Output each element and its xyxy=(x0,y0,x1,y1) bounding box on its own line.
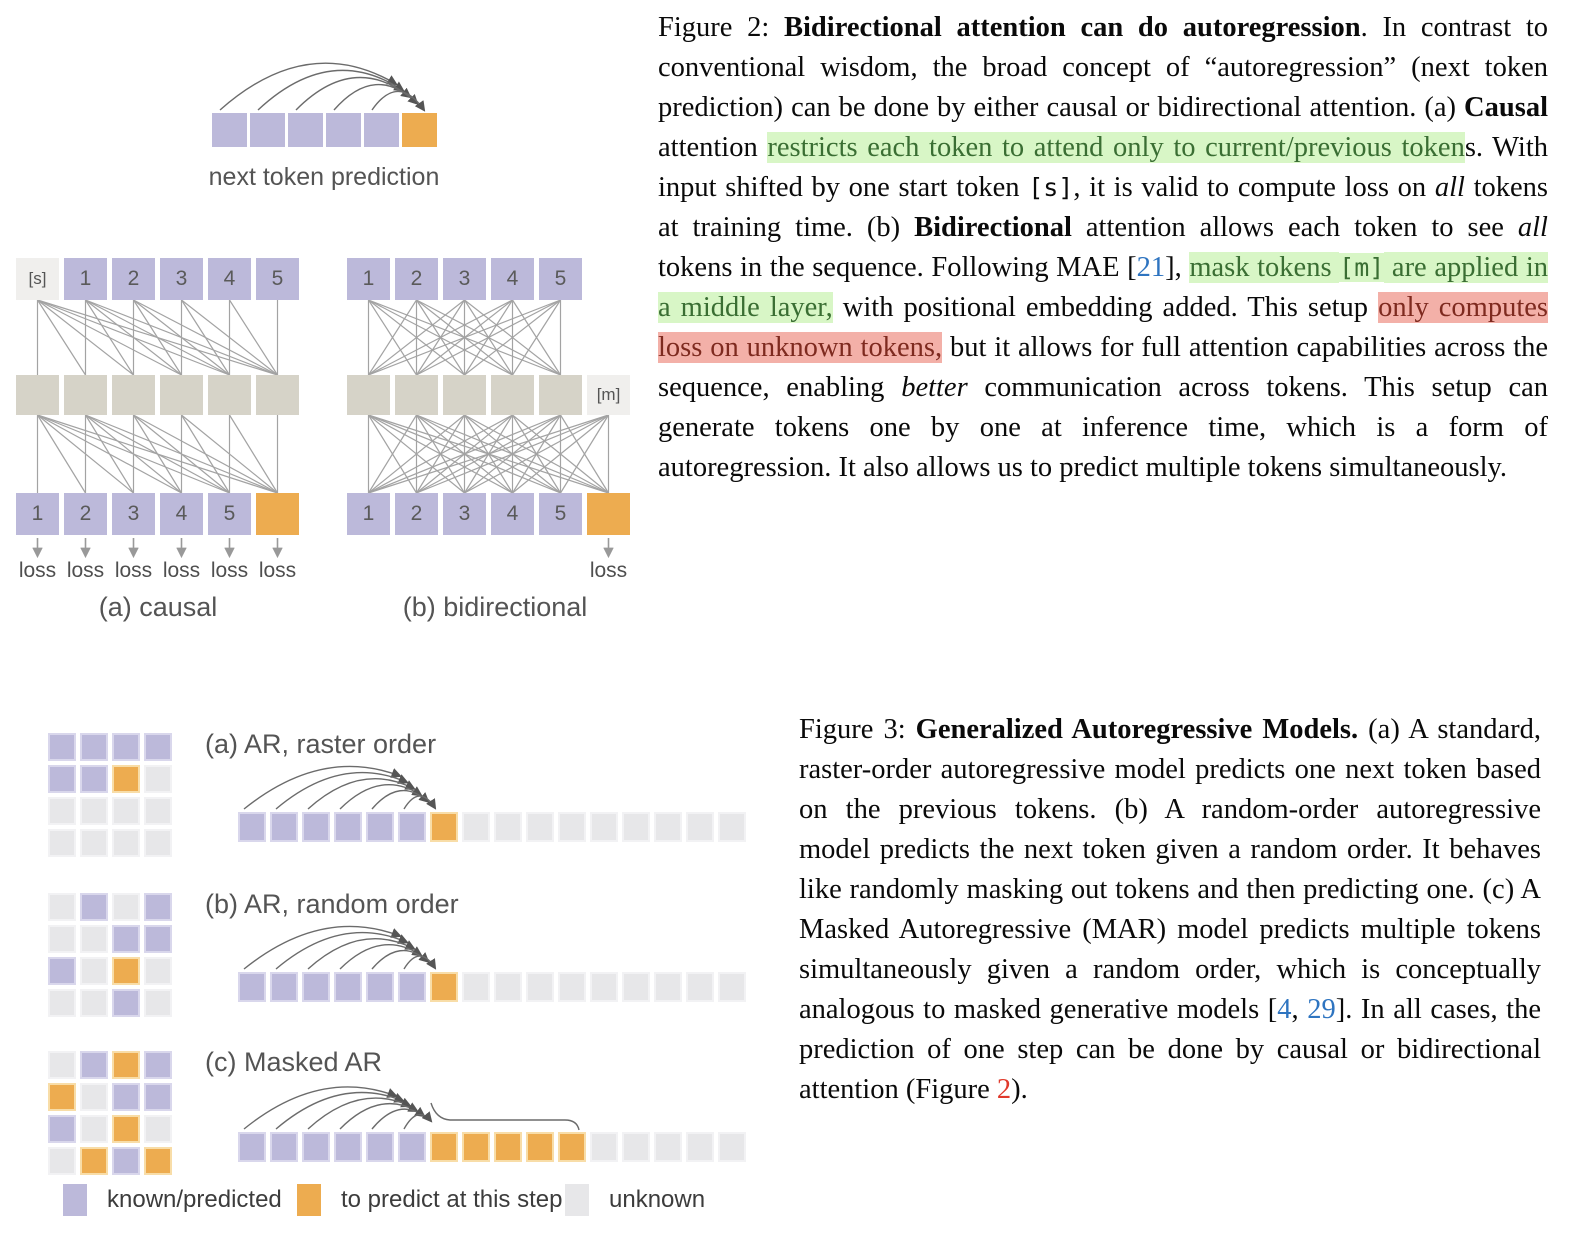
known-token xyxy=(398,812,426,842)
grid-cell-known xyxy=(112,989,140,1017)
grid-cell-unknown xyxy=(144,1115,172,1143)
output-token: 1 xyxy=(347,493,390,535)
grid-cell-known xyxy=(80,1051,108,1079)
known-token xyxy=(398,972,426,1002)
grid-cell-unknown xyxy=(80,1083,108,1111)
citation-link[interactable]: 29 xyxy=(1307,994,1336,1025)
legend-label-unknown: unknown xyxy=(609,1186,706,1213)
hidden-token xyxy=(256,375,299,415)
caption-segment: Figure 3: xyxy=(799,714,916,745)
loss-label: loss xyxy=(210,559,249,582)
hidden-token xyxy=(208,375,251,415)
known-token xyxy=(270,972,298,1002)
unknown-token xyxy=(654,1132,682,1162)
unknown-token xyxy=(590,972,618,1002)
grid-cell-known xyxy=(48,957,76,985)
grid-cell-known xyxy=(112,733,140,761)
grid-cell-unknown xyxy=(48,989,76,1017)
grid-cell-known xyxy=(144,925,172,953)
grid-cell-known xyxy=(144,1051,172,1079)
bidirectional-panel-label: (b) bidirectional xyxy=(402,592,588,622)
legend-item-known xyxy=(63,1184,282,1216)
known-token xyxy=(238,812,266,842)
grid-cell-unknown xyxy=(48,1051,76,1079)
caption-segment: Bidirectional xyxy=(914,212,1072,243)
input-token: 4 xyxy=(491,258,534,300)
loss-label: loss xyxy=(18,559,57,582)
unknown-token xyxy=(590,1132,618,1162)
grid-cell-predict xyxy=(112,1051,140,1079)
caption-segment: Generalized Autoregressive Models. xyxy=(915,714,1359,745)
legend-item-unknown xyxy=(565,1184,705,1216)
grid-cell-unknown xyxy=(144,765,172,793)
caption-segment: s. With input shifted by one start token xyxy=(658,132,1548,203)
input-token: 2 xyxy=(395,258,438,300)
output-token: 2 xyxy=(64,493,107,535)
unknown-token xyxy=(686,812,714,842)
predict-swatch xyxy=(297,1184,321,1216)
grid-cell-unknown xyxy=(48,893,76,921)
output-token: 4 xyxy=(160,493,203,535)
grid-cell-unknown xyxy=(112,829,140,857)
unknown-token xyxy=(718,812,746,842)
known-token xyxy=(250,113,285,147)
grid-cell-known xyxy=(112,1083,140,1111)
grid-cell-known xyxy=(144,733,172,761)
grid-cell-unknown xyxy=(80,957,108,985)
hidden-token xyxy=(491,375,534,415)
loss-label: loss xyxy=(258,559,297,582)
grid-cell-unknown xyxy=(112,797,140,825)
hidden-token xyxy=(64,375,107,415)
grid-cell-known xyxy=(48,733,76,761)
grid-cell-predict xyxy=(112,765,140,793)
caption-segment: tokens at training time. (b) xyxy=(658,172,1548,243)
hidden-token xyxy=(347,375,390,415)
input-token: 3 xyxy=(443,258,486,300)
caption-segment: mask tokens xyxy=(1189,252,1340,283)
known-token xyxy=(212,113,247,147)
unknown-token xyxy=(654,812,682,842)
input-token: 1 xyxy=(347,258,390,300)
known-token xyxy=(364,113,399,147)
known-token xyxy=(270,812,298,842)
caption-segment: better xyxy=(901,372,968,403)
predict-token xyxy=(256,493,299,535)
unknown-token xyxy=(686,1132,714,1162)
unknown-token xyxy=(558,972,586,1002)
unknown-token xyxy=(558,812,586,842)
unknown-token xyxy=(686,972,714,1002)
caption-segment: all xyxy=(1517,212,1548,243)
grid-cell-known xyxy=(80,893,108,921)
output-token: 4 xyxy=(491,493,534,535)
unknown-token xyxy=(526,972,554,1002)
hidden-token xyxy=(539,375,582,415)
grid-cell-unknown xyxy=(80,925,108,953)
caption-segment: only computes loss on unknown tokens, xyxy=(658,292,1548,363)
output-token: 5 xyxy=(539,493,582,535)
grid-cell-unknown xyxy=(112,893,140,921)
unknown-token xyxy=(718,972,746,1002)
caption-segment: [m] xyxy=(1339,253,1385,282)
caption-segment: communication across tokens. This setup can generate tokens one by one at inference time, which is a form of autoregression. It also allows us to predict multiple tokens simultaneously. xyxy=(658,372,1548,483)
unknown-token xyxy=(462,812,490,842)
predict-token xyxy=(587,493,630,535)
grid-cell-known xyxy=(112,925,140,953)
input-token: 1 xyxy=(64,258,107,300)
grid-cell-unknown xyxy=(144,829,172,857)
known-token xyxy=(302,972,330,1002)
grid-cell-unknown xyxy=(144,989,172,1017)
figure2-caption xyxy=(658,8,1548,488)
caption-segment: Causal xyxy=(1464,92,1548,123)
grid-cell-known xyxy=(80,765,108,793)
known-token xyxy=(238,972,266,1002)
figure-reference-link[interactable]: 2 xyxy=(996,1074,1012,1105)
known-token xyxy=(334,812,362,842)
known-token xyxy=(334,1132,362,1162)
unknown-token xyxy=(462,972,490,1002)
unknown-token xyxy=(654,972,682,1002)
predict-token xyxy=(430,1132,458,1162)
known-token xyxy=(334,972,362,1002)
unknown-token xyxy=(526,812,554,842)
caption-segment: with positional embedding added. This setup xyxy=(832,292,1379,323)
caption-segment: restricts each token to attend only to current/previous token xyxy=(767,132,1465,163)
caption-segment: attention xyxy=(658,132,768,163)
unknown-token xyxy=(494,972,522,1002)
legend-item-predict xyxy=(297,1184,562,1216)
grid-cell-unknown xyxy=(80,989,108,1017)
grid-cell-predict xyxy=(80,1147,108,1175)
citation-link[interactable]: 4 xyxy=(1277,994,1292,1025)
unknown-token xyxy=(622,972,650,1002)
grid-cell-unknown xyxy=(48,829,76,857)
predict-token xyxy=(402,113,437,147)
known-token xyxy=(288,113,323,147)
caption-segment: , xyxy=(1291,994,1308,1025)
caption-segment: . In contrast to conventional wisdom, the broad concept of “autoregression” (next token prediction) can be done by either causal or bidirectional attention. (a) xyxy=(658,12,1548,123)
caption-segment: are applied in a middle layer, xyxy=(658,252,1548,323)
predict-token xyxy=(430,972,458,1002)
grid-cell-known xyxy=(144,893,172,921)
predict-token xyxy=(430,812,458,842)
known-token xyxy=(238,1132,266,1162)
grid-cell-unknown xyxy=(144,957,172,985)
mask-token: [m] xyxy=(587,375,630,415)
hidden-token xyxy=(112,375,155,415)
known-token xyxy=(366,1132,394,1162)
caption-segment: (a) A standard, raster-order autoregressive model predicts one next token based on the previous tokens. (b) A random-order autoregressive model predicts the next token given a random order. It behaves like randomly masking out tokens and then predicting one. (c) A Masked Autoregressive (MAR) model predicts multiple tokens simultaneously given a random order, which is conceptually analogous to masked generative models [ xyxy=(799,714,1541,1025)
loss-label: loss xyxy=(66,559,105,582)
predict-token xyxy=(558,1132,586,1162)
legend-label-known: known/predicted xyxy=(107,1186,282,1213)
unknown-token xyxy=(622,812,650,842)
grid-cell-known xyxy=(112,1147,140,1175)
unknown-token xyxy=(718,1132,746,1162)
ar-random-order-label: (b) AR, random order xyxy=(205,889,459,919)
next-token-prediction-label: next token prediction xyxy=(208,163,440,191)
unknown-token xyxy=(622,1132,650,1162)
known-swatch xyxy=(63,1184,87,1216)
input-token: 5 xyxy=(256,258,299,300)
predict-token xyxy=(462,1132,490,1162)
legend-label-predict: to predict at this step xyxy=(341,1186,563,1213)
known-token xyxy=(302,1132,330,1162)
unknown-swatch xyxy=(565,1184,589,1216)
known-token xyxy=(398,1132,426,1162)
masked-ar-label: (c) Masked AR xyxy=(205,1047,383,1077)
predict-token xyxy=(526,1132,554,1162)
loss-label: loss xyxy=(589,559,628,582)
loss-label: loss xyxy=(114,559,153,582)
start-token: [s] xyxy=(16,258,59,300)
grid-cell-predict xyxy=(48,1083,76,1111)
unknown-token xyxy=(494,812,522,842)
grid-cell-known xyxy=(48,1115,76,1143)
known-token xyxy=(270,1132,298,1162)
grid-cell-unknown xyxy=(48,925,76,953)
known-token xyxy=(302,812,330,842)
caption-segment: tokens in the sequence. Following MAE [ xyxy=(658,252,1137,283)
known-token xyxy=(366,812,394,842)
grid-cell-known xyxy=(48,765,76,793)
grid-cell-predict xyxy=(112,957,140,985)
caption-segment: , it is valid to compute loss on xyxy=(1073,172,1435,203)
citation-link[interactable]: 21 xyxy=(1136,252,1166,283)
caption-segment: attention allows each token to see xyxy=(1071,212,1518,243)
grid-cell-unknown xyxy=(48,1147,76,1175)
caption-segment: Figure 2: xyxy=(658,12,784,43)
ar-raster-order-label: (a) AR, raster order xyxy=(205,729,437,759)
predict-token xyxy=(494,1132,522,1162)
caption-segment: ). xyxy=(1011,1074,1028,1105)
caption-segment: [s] xyxy=(1028,173,1074,202)
caption-segment: Bidirectional attention can do autoregression xyxy=(784,12,1361,43)
hidden-token xyxy=(16,375,59,415)
grid-cell-unknown xyxy=(144,797,172,825)
figure3-caption xyxy=(799,710,1541,1110)
output-token: 2 xyxy=(395,493,438,535)
grid-cell-known xyxy=(144,1083,172,1111)
caption-segment: but it allows for full attention capabilities across the sequence, enabling xyxy=(658,332,1549,403)
output-token: 3 xyxy=(443,493,486,535)
grid-cell-unknown xyxy=(80,829,108,857)
grid-cell-predict xyxy=(144,1147,172,1175)
caption-segment: ], xyxy=(1165,252,1190,283)
known-token xyxy=(366,972,394,1002)
input-token: 5 xyxy=(539,258,582,300)
loss-label: loss xyxy=(162,559,201,582)
grid-cell-unknown xyxy=(48,797,76,825)
output-token: 3 xyxy=(112,493,155,535)
input-token: 2 xyxy=(112,258,155,300)
known-token xyxy=(326,113,361,147)
hidden-token xyxy=(160,375,203,415)
input-token: 4 xyxy=(208,258,251,300)
hidden-token xyxy=(443,375,486,415)
input-token: 3 xyxy=(160,258,203,300)
unknown-token xyxy=(590,812,618,842)
causal-panel-label: (a) causal xyxy=(98,592,218,622)
grid-cell-unknown xyxy=(80,797,108,825)
grid-cell-unknown xyxy=(80,1115,108,1143)
grid-cell-known xyxy=(80,733,108,761)
output-token: 5 xyxy=(208,493,251,535)
grid-cell-predict xyxy=(112,1115,140,1143)
hidden-token xyxy=(395,375,438,415)
caption-segment: all xyxy=(1434,172,1465,203)
output-token: 1 xyxy=(16,493,59,535)
caption-segment: ]. In all cases, the prediction of one step can be done by causal or bidirectional attention (Figure xyxy=(799,994,1542,1105)
